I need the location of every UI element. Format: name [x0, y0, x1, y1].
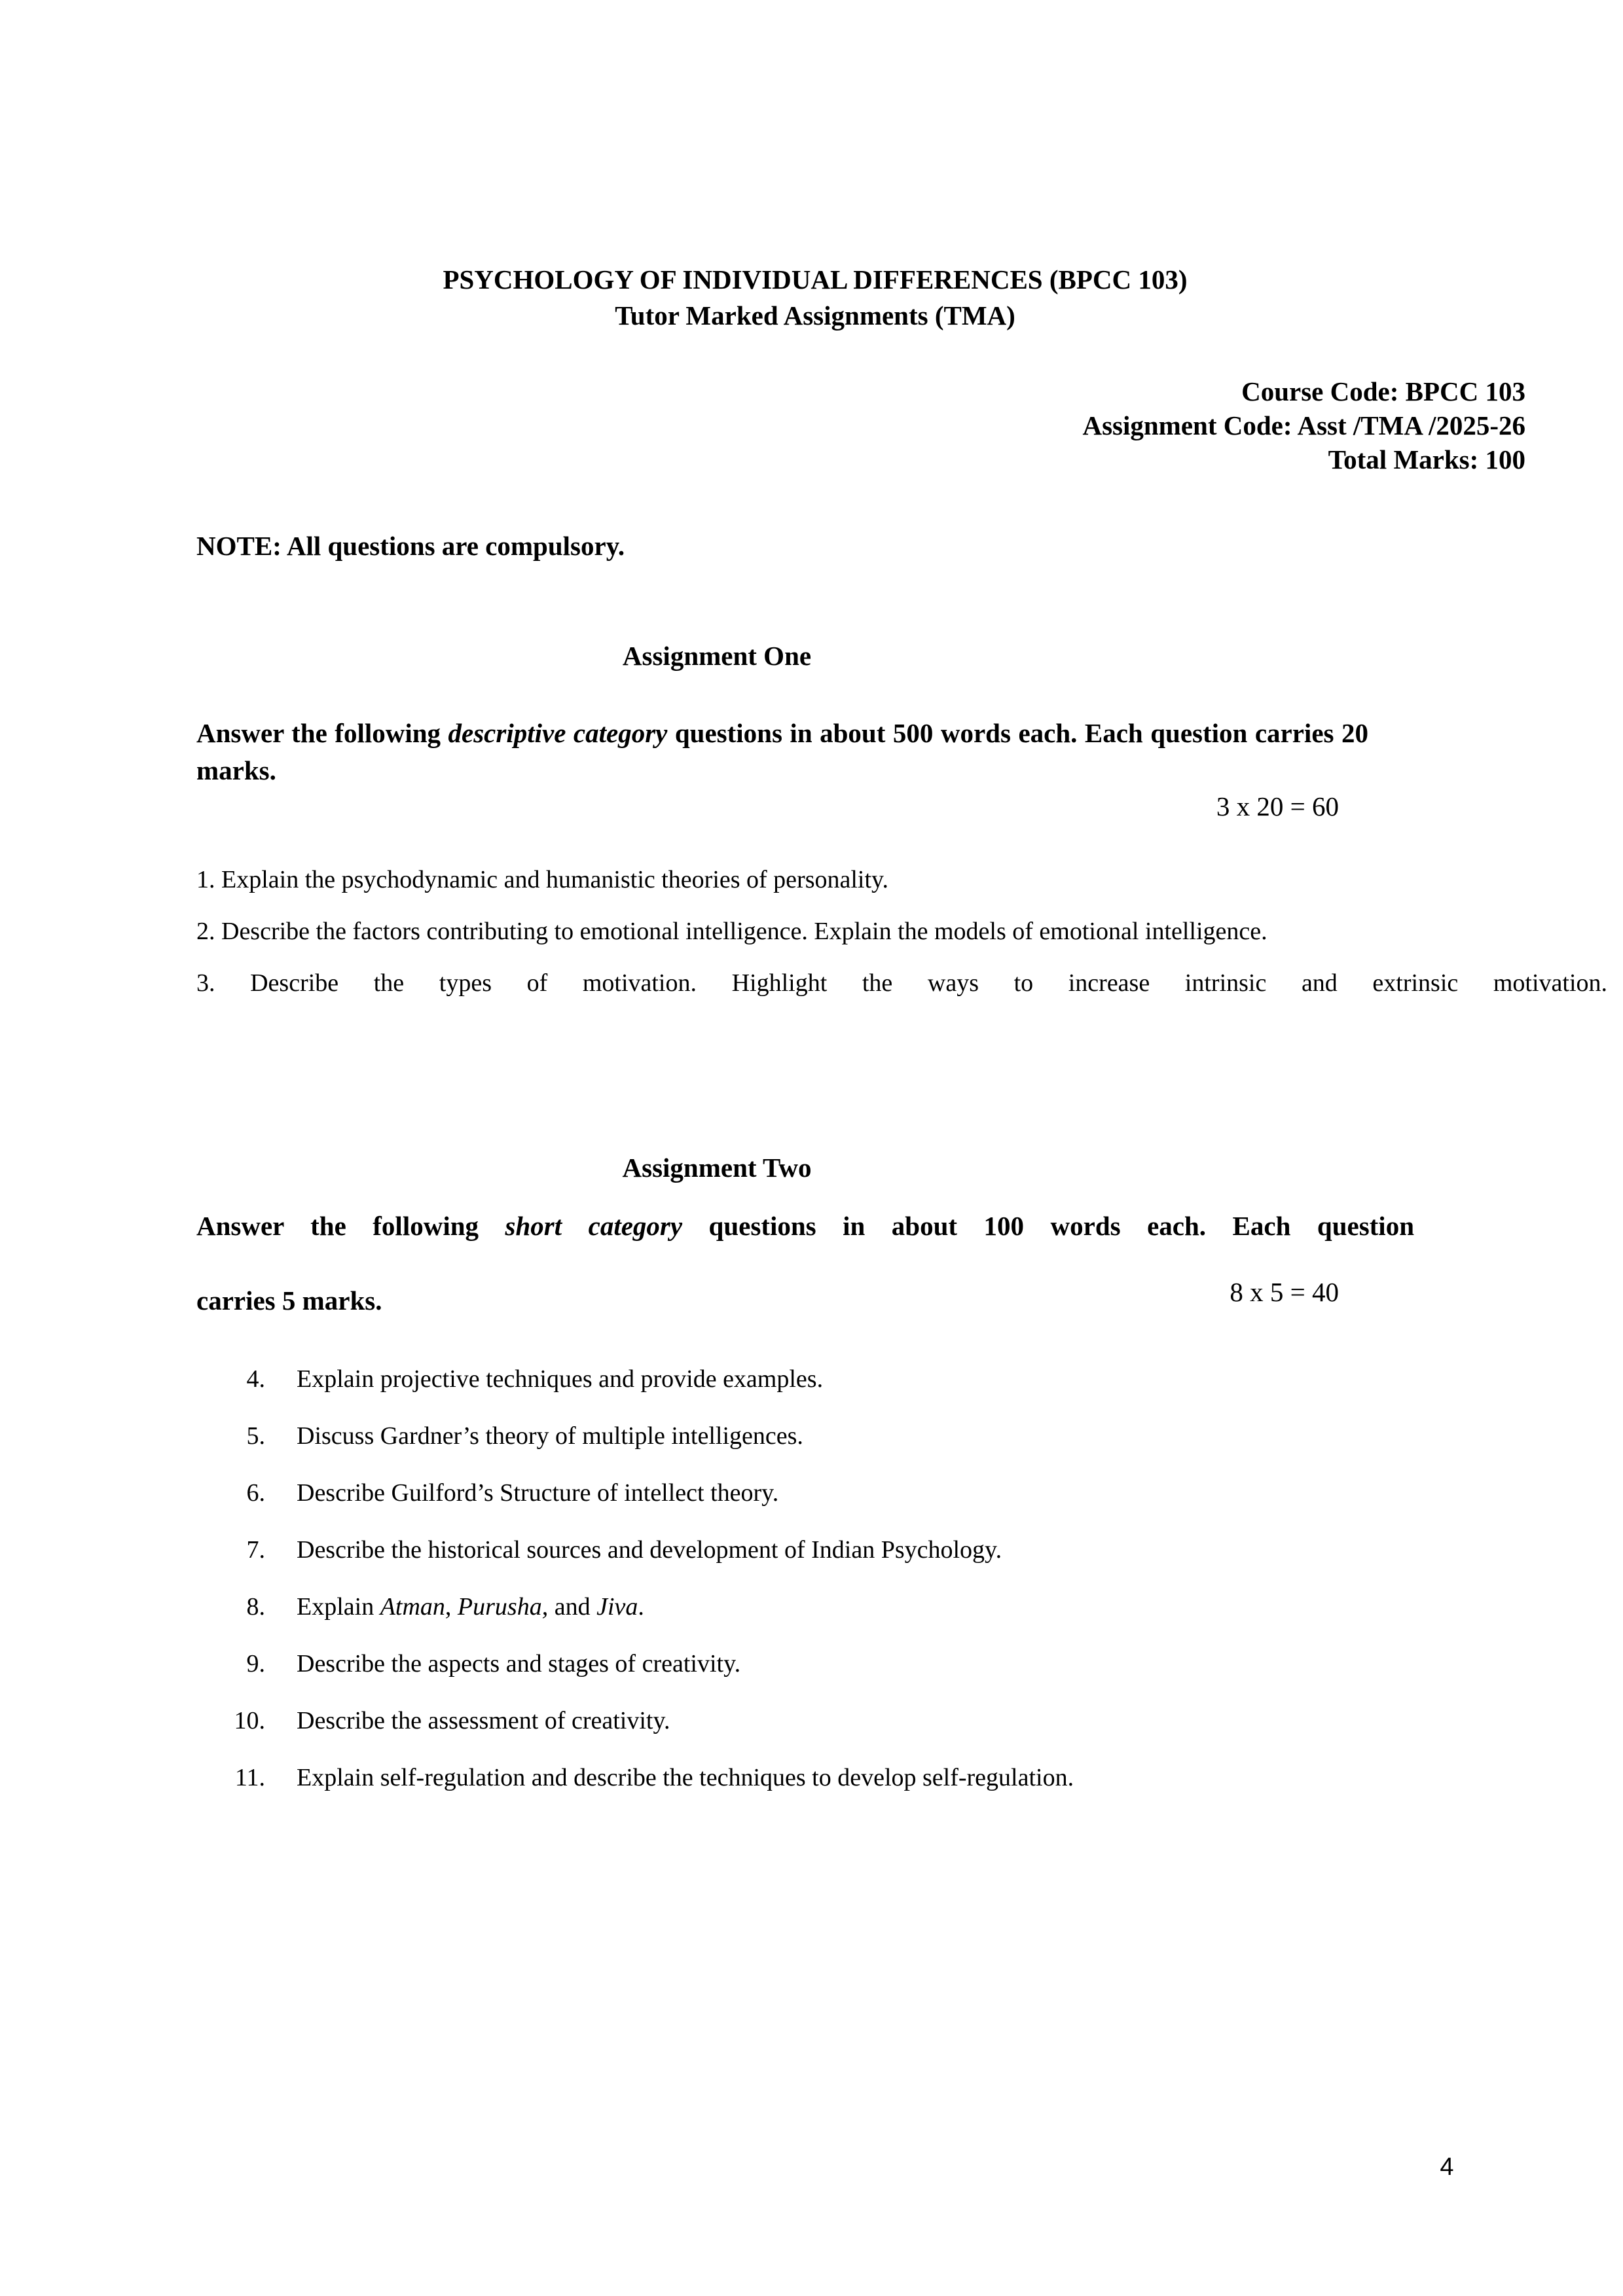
list-item-number: 6.: [246, 1479, 265, 1507]
list-item: [196, 1479, 1506, 1535]
assignment-one-question-list: [196, 854, 1607, 1061]
list-item-number: 7.: [246, 1536, 265, 1564]
instruction-line-2: carries 5 marks.: [196, 1285, 382, 1316]
instruction-text-before-emphasis: Answer the following: [196, 1211, 505, 1241]
list-item-number: 9.: [246, 1650, 265, 1677]
title-line-2: Tutor Marked Assignments (TMA): [615, 300, 1015, 331]
assignment-one-instructions: [196, 715, 1368, 789]
question-text: Describe the factors contributing to emotional intelligence. Explain the models of emotional intelligence.: [221, 918, 1267, 945]
segment-italic-atman: Atman: [380, 1593, 445, 1621]
list-item-text: Discuss Gardner’s theory of multiple intelligences.: [297, 1422, 803, 1450]
question-item: [196, 854, 1607, 906]
list-item-number: 10.: [234, 1707, 265, 1734]
question-item: [196, 906, 1607, 958]
assignment-two-heading: Assignment Two: [622, 1153, 812, 1183]
instruction-line-1: [196, 1208, 1414, 1282]
course-code-line: Course Code: BPCC 103: [1241, 376, 1525, 406]
list-item-text: Describe Guilford’s Structure of intellect theory.: [297, 1479, 779, 1507]
list-item: [196, 1706, 1506, 1763]
assignment-code-line: Assignment Code: Asst /TMA /2025-26: [1082, 410, 1525, 440]
list-item: [196, 1592, 1506, 1649]
assignment-two-marks-allocation: 8 x 5 = 40: [1230, 1277, 1339, 1307]
instruction-emphasis-descriptive-category: descriptive category: [448, 718, 668, 748]
page-number: 4: [1440, 2153, 1454, 2181]
question-number: 3.: [196, 969, 215, 997]
list-item-number: 8.: [246, 1593, 265, 1621]
segment-italic-jiva: Jiva: [596, 1593, 638, 1621]
list-item-number: 5.: [246, 1422, 265, 1450]
segment-text: .: [638, 1593, 644, 1621]
instruction-text-before-emphasis: Answer the following: [196, 718, 448, 748]
list-item: [196, 1763, 1506, 1820]
list-item-text: Describe the aspects and stages of creativity.: [297, 1650, 741, 1677]
list-item: [196, 1649, 1506, 1706]
list-item-text: Describe the historical sources and development of Indian Psychology.: [297, 1536, 1002, 1564]
list-item-text: Describe the assessment of creativity.: [297, 1707, 670, 1734]
segment-text: ,: [445, 1593, 458, 1621]
course-meta-block: [196, 374, 1525, 476]
list-item: [196, 1422, 1506, 1479]
instruction-text-after-emphasis: questions in about 100 words each. Each question: [682, 1211, 1414, 1241]
question-text: Explain the psychodynamic and humanistic theories of personality.: [221, 866, 889, 893]
assignment-one-heading: Assignment One: [622, 641, 812, 671]
instruction-text-after-emphasis: questions in about 500 words each. Each question carries 20 marks.: [196, 718, 1368, 785]
note-line: NOTE: All questions are compulsory.: [196, 531, 625, 561]
segment-text: and: [548, 1593, 597, 1621]
assignment-two-question-list: [196, 1365, 1506, 1820]
list-item-number: 11.: [234, 1764, 265, 1791]
question-number: 1.: [196, 866, 215, 893]
list-item-number: 4.: [246, 1365, 265, 1393]
instruction-emphasis-short-category: short category: [505, 1211, 683, 1241]
question-number: 2.: [196, 918, 215, 945]
list-item-text: Explain self-regulation and describe the techniques to develop self-regulation.: [297, 1764, 1074, 1791]
list-item: [196, 1365, 1506, 1422]
segment-text: Explain: [297, 1593, 380, 1621]
question-item: [196, 958, 1607, 1061]
question-text: Describe the types of motivation. Highlight the ways to increase intrinsic and extrinsic motivation.: [250, 969, 1608, 997]
page-title: [196, 262, 1434, 334]
title-line-1: PSYCHOLOGY OF INDIVIDUAL DIFFERENCES (BPCC 103): [443, 264, 1188, 295]
total-marks-line: Total Marks: 100: [1328, 444, 1525, 475]
list-item: [196, 1535, 1506, 1592]
list-item-text: [265, 1592, 644, 1621]
segment-italic-purusha: Purusha,: [457, 1593, 549, 1621]
assignment-one-marks-allocation: 3 x 20 = 60: [1216, 791, 1339, 821]
list-item-text: Explain projective techniques and provide examples.: [297, 1365, 824, 1393]
